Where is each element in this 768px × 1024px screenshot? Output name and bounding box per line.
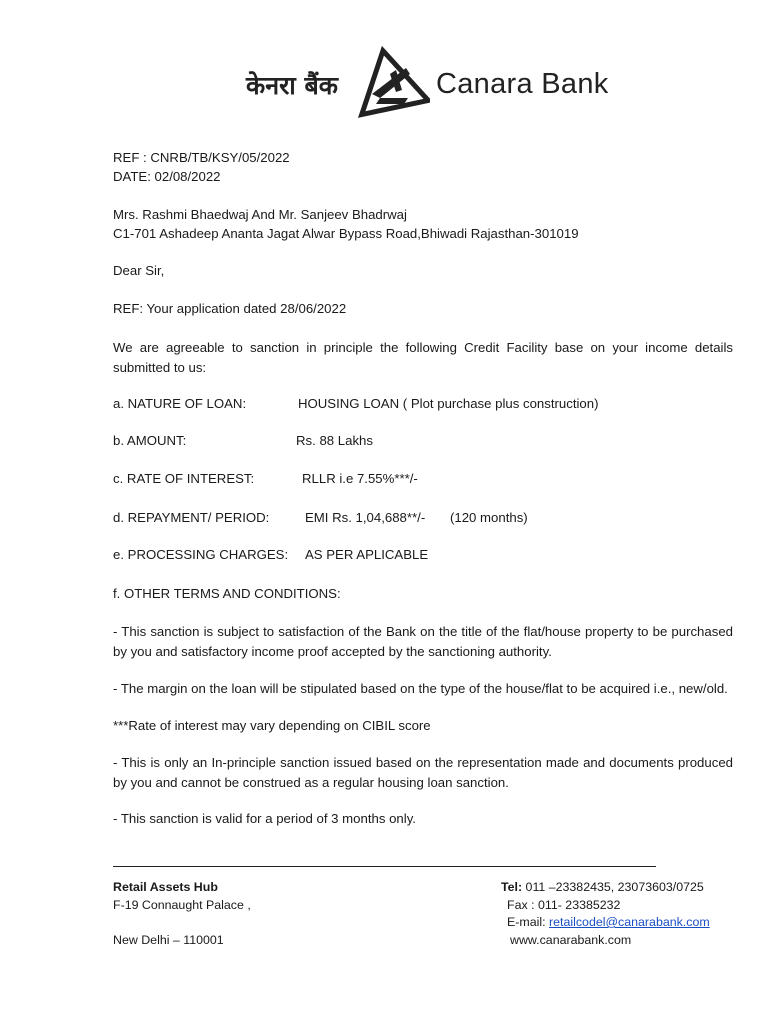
term-label-repayment: d. REPAYMENT/ PERIOD: [113,510,270,525]
canara-bank-emblem-icon [350,46,430,118]
condition-interest-note: ***Rate of interest may vary depending on CIBIL score [113,718,431,733]
footer-website: www.canarabank.com [510,933,632,947]
term-value-repayment: EMI Rs. 1,04,688**/- [305,510,426,525]
footer-email-link[interactable]: retailcodel@canarabank.com [549,915,710,929]
footer-tel-label: Tel: [501,880,523,894]
term-label-interest: c. RATE OF INTEREST: [113,471,255,486]
term-label-nature: a. NATURE OF LOAN: [113,396,247,411]
salutation: Dear Sir, [113,263,165,278]
term-value-repayment-period: (120 months) [450,510,528,525]
footer-office-name: Retail Assets Hub [113,880,218,894]
footer-divider [113,866,656,867]
condition-in-principle: - This is only an In-principle sanction issued based on the representation made and documents produced by you and cannot be construed as a regular housing loan sanction. [113,755,733,790]
footer-fax: Fax : 011- 23385232 [507,898,621,912]
term-value-amount: Rs. 88 Lakhs [296,433,373,448]
condition-margin: - The margin on the loan will be stipulated based on the type of the house/flat to be acquired i.e., new/old. [113,681,728,696]
term-label-processing: e. PROCESSING CHARGES: [113,547,289,562]
footer-telephone [501,879,704,896]
logo-hindi-text: केनरा बैंक [246,71,338,100]
other-terms-heading: f. OTHER TERMS AND CONDITIONS: [113,586,341,601]
term-value-nature: HOUSING LOAN ( Plot purchase plus construction) [298,396,599,411]
term-value-processing: AS PER APLICABLE [305,547,429,562]
condition-validity: - This sanction is valid for a period of 3 months only. [113,811,416,826]
intro-paragraph: We are agreeable to sanction in principle the following Credit Facility base on your income details submitted to us: [113,340,733,375]
addressee-names: Mrs. Rashmi Bhaedwaj And Mr. Sanjeev Bhadrwaj [113,207,407,222]
footer-tel-value: 011 –23382435, 23073603/0725 [522,880,704,894]
letter-date: DATE: 02/08/2022 [113,169,221,184]
bank-logo [246,46,609,118]
reference-number: REF : CNRB/TB/KSY/05/2022 [113,150,290,165]
application-reference: REF: Your application dated 28/06/2022 [113,301,347,316]
footer-email [507,914,710,931]
term-value-interest: RLLR i.e 7.55%***/- [302,471,418,486]
footer-office-city: New Delhi – 110001 [113,933,224,947]
condition-title-satisfaction: - This sanction is subject to satisfaction of the Bank on the title of the flat/house property to be purchased by you and satisfactory income proof accepted by the sanctioning authority. [113,624,733,659]
addressee-address: C1-701 Ashadeep Ananta Jagat Alwar Bypass Road,Bhiwadi Rajasthan-301019 [113,226,579,241]
footer-email-label: E-mail: [507,915,549,929]
footer-office-address: F-19 Connaught Palace , [113,898,251,912]
logo-english-text: Canara Bank [436,68,609,100]
term-label-amount: b. AMOUNT: [113,433,187,448]
